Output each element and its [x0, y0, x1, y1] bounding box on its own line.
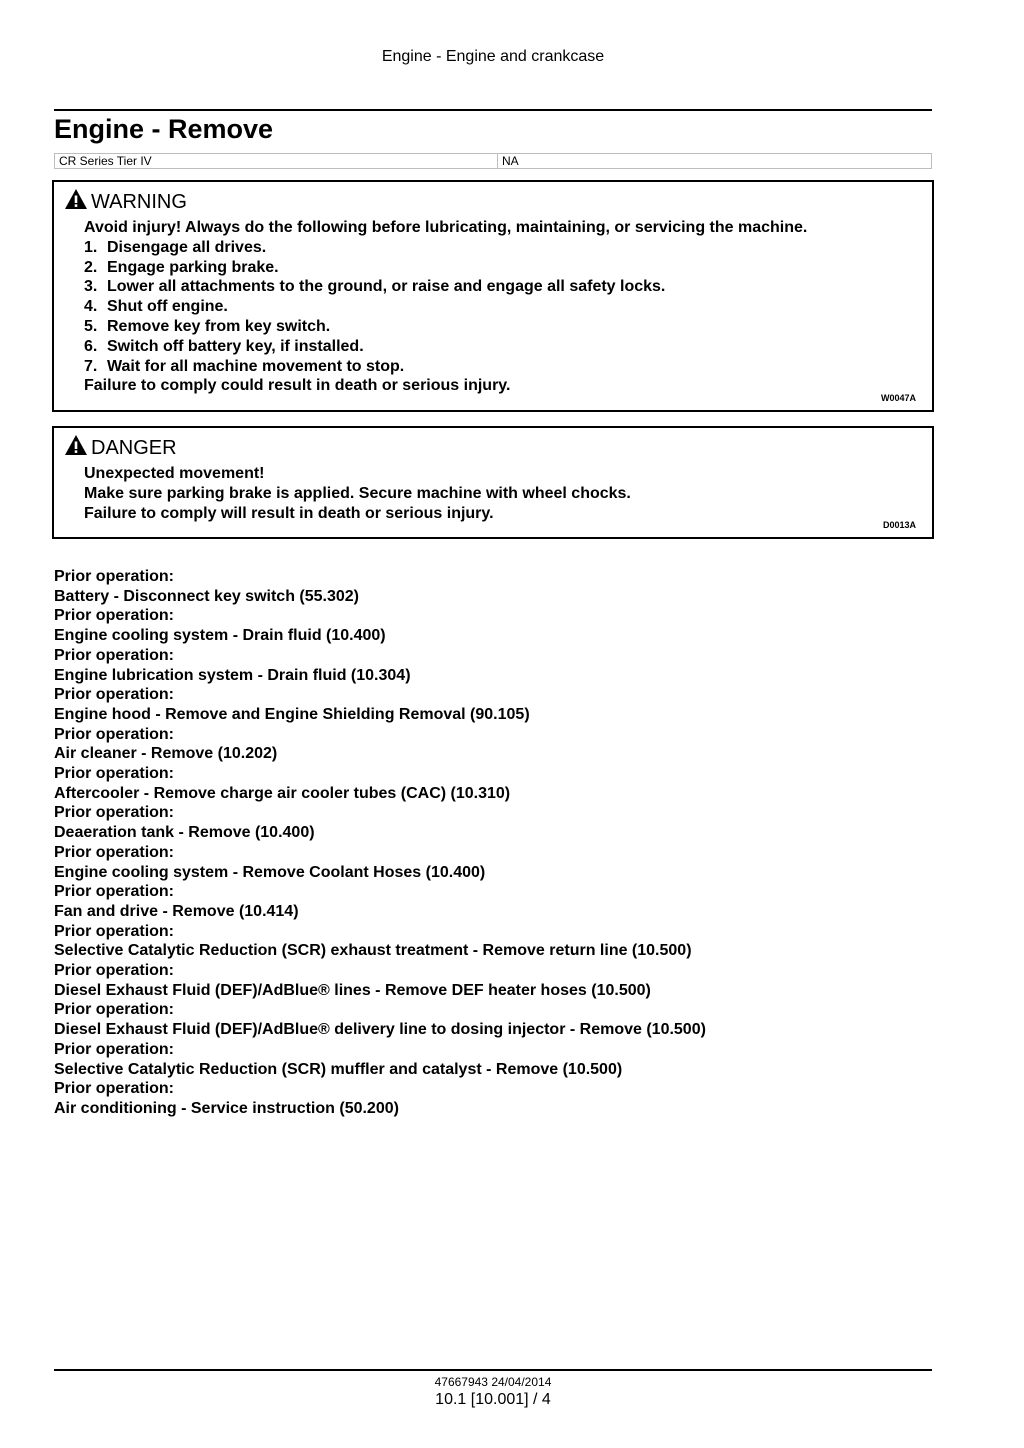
prior-operation-label: Prior operation: — [54, 568, 175, 585]
warning-triangle-icon — [64, 434, 91, 462]
warning-heading-text: WARNING — [91, 190, 187, 213]
prior-operation-label: Prior operation: — [54, 1080, 175, 1098]
applicability-region: NA — [502, 154, 519, 168]
running-header: Engine - Engine and crankcase — [381, 48, 605, 65]
prior-operation-label: Prior operation: — [54, 646, 175, 664]
warning-step: 5. Remove key from key switch. — [84, 317, 331, 335]
prior-operations-list — [54, 567, 706, 1119]
warning-step: 3. Lower all attachments to the ground, or raise and engage all safety locks. — [84, 278, 666, 296]
danger-code: D0013A — [882, 520, 916, 530]
danger-text — [84, 464, 631, 523]
warning-heading — [64, 188, 187, 216]
danger-line: Make sure parking brake is applied. Secure machine with wheel chocks. — [84, 484, 631, 502]
danger-heading — [64, 434, 177, 462]
warning-step: 6. Switch off battery key, if installed. — [84, 337, 364, 355]
prior-operation-label: Prior operation: — [54, 1040, 175, 1058]
prior-operation-label: Prior operation: — [54, 843, 175, 861]
prior-operation-link[interactable]: Engine cooling system - Drain fluid (10.400) — [54, 627, 386, 645]
warning-step: 1. Disengage all drives. — [84, 238, 267, 256]
applicability-model: CR Series Tier IV — [55, 154, 498, 168]
prior-operation-link[interactable]: Fan and drive - Remove (10.414) — [54, 902, 299, 920]
prior-operation-link[interactable]: Aftercooler - Remove charge air cooler tubes (CAC) (10.310) — [54, 784, 511, 802]
prior-operation-link[interactable]: Diesel Exhaust Fluid (DEF)/AdBlue® delivery line to dosing injector - Remove (10.500) — [54, 1021, 706, 1039]
applicability-table — [54, 153, 932, 169]
prior-operation-label: Prior operation: — [54, 765, 175, 783]
footer-rule — [54, 1369, 932, 1371]
warning-code: W0047A — [880, 393, 916, 403]
prior-operation-link[interactable]: Engine cooling system - Remove Coolant Hoses (10.400) — [54, 863, 486, 881]
page-title: Engine - Remove — [54, 114, 274, 144]
warning-step: 2. Engage parking brake. — [84, 258, 279, 276]
warning-triangle-icon — [64, 188, 91, 216]
prior-operation-label: Prior operation: — [54, 962, 175, 980]
prior-operation-label: Prior operation: — [54, 883, 175, 901]
prior-operation-label: Prior operation: — [54, 804, 175, 822]
danger-line: Failure to comply will result in death or serious injury. — [84, 504, 494, 522]
footer-doc-ref: 47667943 24/04/2014 — [434, 1375, 552, 1389]
prior-operation-link[interactable]: Air conditioning - Service instruction (50.200) — [54, 1099, 399, 1117]
warning-step: 7. Wait for all machine movement to stop. — [84, 357, 405, 375]
prior-operation-link[interactable]: Engine lubrication system - Drain fluid (10.304) — [54, 666, 411, 684]
prior-operation-link[interactable]: Diesel Exhaust Fluid (DEF)/AdBlue® lines - Remove DEF heater hoses (10.500) — [54, 981, 651, 999]
danger-line: Unexpected movement! — [84, 465, 265, 482]
warning-text — [84, 218, 807, 396]
danger-heading-text: DANGER — [91, 436, 177, 459]
prior-operation-label: Prior operation: — [54, 607, 175, 625]
warning-intro: Avoid injury! Always do the following before lubricating, maintaining, or servicing the machine. — [84, 219, 808, 236]
prior-operation-link[interactable]: Battery - Disconnect key switch (55.302) — [54, 587, 360, 605]
prior-operation-link[interactable]: Air cleaner - Remove (10.202) — [54, 745, 278, 763]
prior-operation-link[interactable]: Selective Catalytic Reduction (SCR) exhaust treatment - Remove return line (10.500) — [54, 942, 692, 960]
danger-box — [52, 426, 934, 539]
prior-operation-link[interactable]: Deaeration tank - Remove (10.400) — [54, 824, 315, 842]
prior-operation-link[interactable]: Selective Catalytic Reduction (SCR) muffler and catalyst - Remove (10.500) — [54, 1060, 623, 1078]
warning-outro: Failure to comply could result in death or serious injury. — [84, 377, 511, 395]
prior-operation-label: Prior operation: — [54, 686, 175, 704]
warning-step: 4. Shut off engine. — [84, 298, 228, 316]
title-rule — [54, 109, 932, 111]
warning-box — [52, 180, 934, 412]
prior-operation-label: Prior operation: — [54, 922, 175, 940]
prior-operation-label: Prior operation: — [54, 725, 175, 743]
prior-operation-link[interactable]: Engine hood - Remove and Engine Shielding Removal (90.105) — [54, 705, 530, 723]
footer-page-ref: 10.1 [10.001] / 4 — [435, 1391, 551, 1408]
prior-operation-label: Prior operation: — [54, 1001, 175, 1019]
